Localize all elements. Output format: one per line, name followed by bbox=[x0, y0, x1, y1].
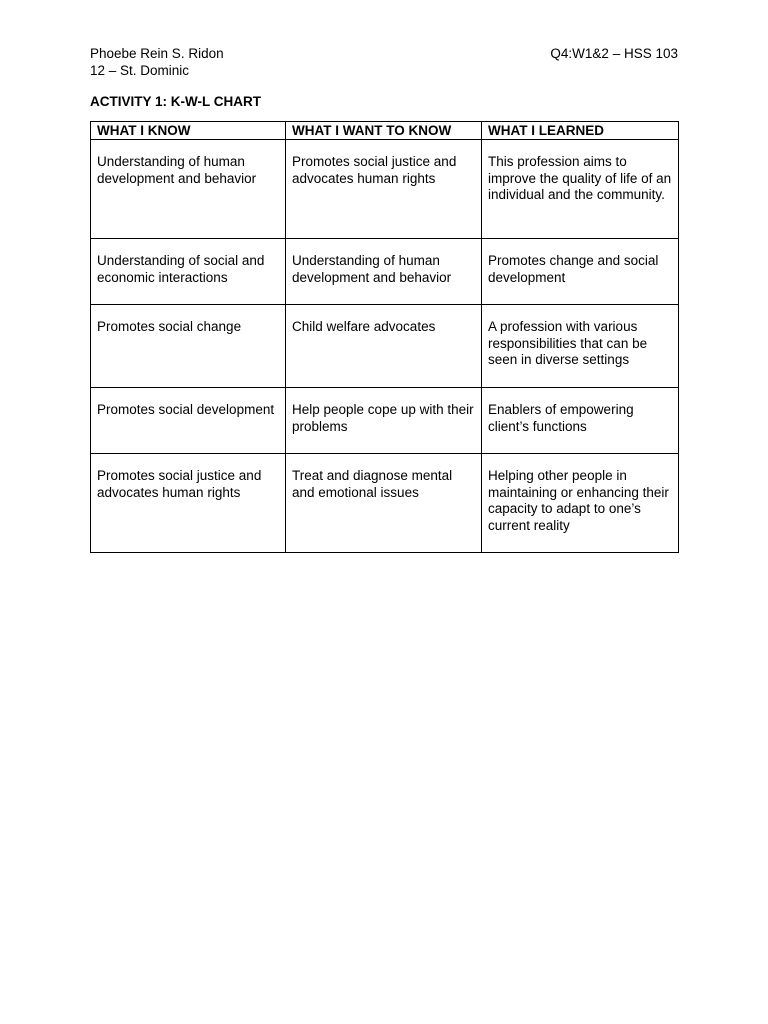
activity-title: ACTIVITY 1: K-W-L CHART bbox=[90, 94, 261, 109]
table-row bbox=[91, 140, 679, 239]
table-header-row bbox=[91, 122, 679, 140]
cell-learned: Helping other people in maintaining or enhancing their capacity to adapt to one’s current reality bbox=[482, 454, 679, 553]
cell-learned: A profession with various responsibilities that can be seen in diverse settings bbox=[482, 305, 679, 388]
header-line-1 bbox=[90, 45, 678, 62]
cell-learned: Promotes change and social development bbox=[482, 239, 679, 305]
table-row bbox=[91, 239, 679, 305]
course-code: Q4:W1&2 – HSS 103 bbox=[550, 46, 678, 61]
cell-want-to-know: Child welfare advocates bbox=[286, 305, 482, 388]
header-line-2 bbox=[90, 62, 678, 79]
cell-learned: Enablers of empowering client’s functions bbox=[482, 388, 679, 454]
cell-learned: This profession aims to improve the quality of life of an individual and the community. bbox=[482, 140, 679, 239]
cell-know: Understanding of human development and behavior bbox=[91, 140, 286, 239]
column-header-want-to-know: WHAT I WANT TO KNOW bbox=[286, 122, 482, 140]
section-name: 12 – St. Dominic bbox=[90, 63, 190, 78]
table-row bbox=[91, 388, 679, 454]
table-row bbox=[91, 454, 679, 553]
cell-want-to-know: Understanding of human development and behavior bbox=[286, 239, 482, 305]
kwl-chart-table bbox=[90, 121, 679, 553]
cell-know: Promotes social change bbox=[91, 305, 286, 388]
cell-want-to-know: Promotes social justice and advocates human rights bbox=[286, 140, 482, 239]
cell-want-to-know: Treat and diagnose mental and emotional issues bbox=[286, 454, 482, 553]
cell-want-to-know: Help people cope up with their problems bbox=[286, 388, 482, 454]
column-header-learned: WHAT I LEARNED bbox=[482, 122, 679, 140]
student-name: Phoebe Rein S. Ridon bbox=[90, 46, 224, 61]
cell-know: Promotes social development bbox=[91, 388, 286, 454]
table-row bbox=[91, 305, 679, 388]
cell-know: Promotes social justice and advocates human rights bbox=[91, 454, 286, 553]
cell-know: Understanding of social and economic interactions bbox=[91, 239, 286, 305]
column-header-know: WHAT I KNOW bbox=[91, 122, 286, 140]
